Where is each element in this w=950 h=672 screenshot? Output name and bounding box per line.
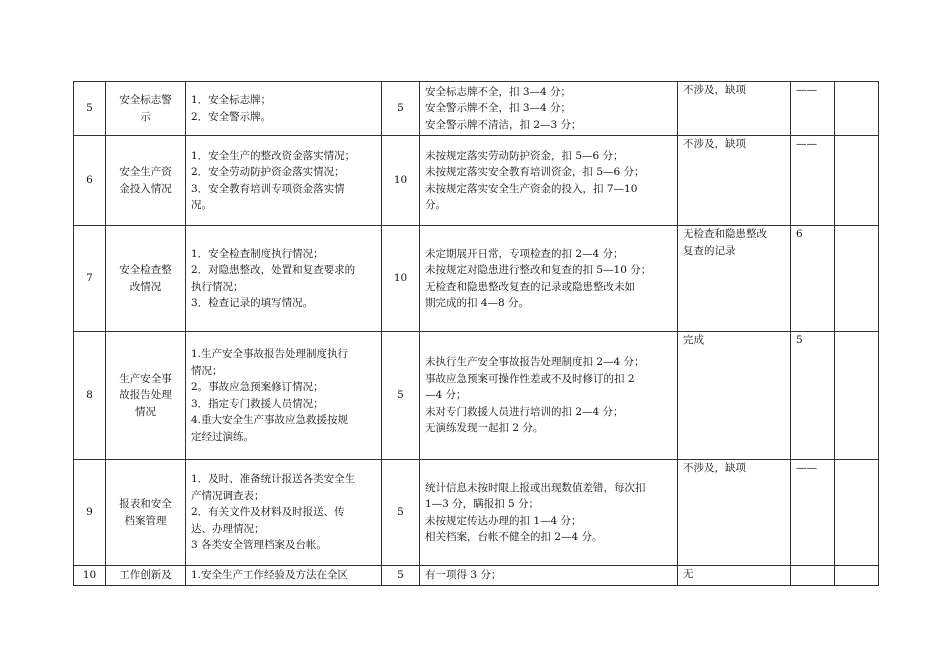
actual-situation-cell xyxy=(678,332,791,460)
assessment-content-cell-line: 3．检查记录的填写情况。 xyxy=(191,297,314,309)
score-obtained-cell: 6 xyxy=(791,226,835,332)
table-row xyxy=(74,332,879,460)
scoring-rules-cell xyxy=(420,332,678,460)
assessment-content-cell-line: 1.安全生产工作经验及方法在全区 xyxy=(191,569,349,582)
scoring-rules-cell-line: 未对专门救援人员进行培训的扣 2—4 分； xyxy=(425,405,624,418)
item-name-cell-line: 安全检查整 xyxy=(119,264,172,276)
row-number-cell: 5 xyxy=(74,82,106,136)
scoring-rules-cell-line: 相关档案，台帐不健全的扣 2—4 分。 xyxy=(425,531,603,543)
item-name-cell-line: 改情况 xyxy=(129,280,162,293)
item-name-cell-line: 报表和安全 xyxy=(119,498,172,510)
assessment-content-cell-line: 达、办理情况； xyxy=(191,522,265,535)
standard-score-cell: 5 xyxy=(382,566,420,586)
item-name-cell xyxy=(106,460,186,566)
assessment-content-cell-line: 1.生产安全事故报告处理制度执行 xyxy=(191,348,349,360)
scoring-rules-cell xyxy=(420,226,678,332)
standard-score-cell: 5 xyxy=(382,332,420,460)
actual-situation-cell-line: 无检查和隐患整改 xyxy=(683,228,767,240)
table-row xyxy=(74,460,879,566)
item-name-cell xyxy=(106,136,186,226)
assessment-content-cell-line: 3．指定专门救援人员情况； xyxy=(191,397,324,410)
table-row xyxy=(74,566,879,586)
item-name-cell-line: 情况 xyxy=(135,405,156,418)
assessment-content-cell-line: 产情况调查表； xyxy=(191,489,265,502)
scoring-rules-cell-line: 分。 xyxy=(425,199,446,211)
item-name-cell xyxy=(106,566,186,586)
item-name-cell xyxy=(106,226,186,332)
assessment-content-cell-line: 2．安全劳动防护资金落实情况； xyxy=(191,166,345,178)
scoring-rules-cell-line: 未按规定落实安全生产资金的投入，扣 7—10 xyxy=(425,182,638,195)
assessment-content-cell-line: 2．安全警示牌。 xyxy=(191,110,272,123)
actual-situation-cell-line: 复查的记录 xyxy=(683,244,736,257)
actual-situation-cell xyxy=(678,460,791,566)
standard-score-cell: 5 xyxy=(382,82,420,136)
scoring-rules-cell-line: 事故应急预案可操作性差或不及时修订的扣 2 xyxy=(425,372,635,385)
item-name-cell-line: 故报告处理 xyxy=(119,389,172,402)
actual-situation-cell xyxy=(678,566,791,586)
assessment-content-cell-line: 2．有关文件及材料及时报送、传 xyxy=(191,506,345,519)
table-row xyxy=(74,82,879,136)
actual-situation-cell xyxy=(678,226,791,332)
remarks-cell xyxy=(835,566,879,586)
evaluation-table xyxy=(73,81,879,586)
row-number-cell: 9 xyxy=(74,460,106,566)
scoring-rules-cell-line: 有一项得 3 分； xyxy=(425,569,502,582)
actual-situation-cell-line: 不涉及，缺项 xyxy=(683,462,746,474)
scoring-rules-cell-line: 未按规定落实劳动防护资金，扣 5—6 分； xyxy=(425,149,624,162)
row-number-cell: 8 xyxy=(74,332,106,460)
assessment-content-cell-line: 3 各类安全管理档案及台帐。 xyxy=(191,539,328,552)
assessment-content-cell xyxy=(186,226,382,332)
score-obtained-cell: —— xyxy=(791,136,835,226)
remarks-cell xyxy=(835,136,879,226)
actual-situation-cell-line: 不涉及，缺项 xyxy=(683,138,746,150)
assessment-content-cell xyxy=(186,332,382,460)
score-obtained-cell: 5 xyxy=(791,332,835,460)
scoring-rules-cell-line: 无演练发现一起扣 2 分。 xyxy=(425,422,544,435)
scoring-rules-cell-line: 安全警示牌不全，扣 3—4 分； xyxy=(425,102,572,115)
scoring-rules-cell-line: 安全警示牌不清洁，扣 2—3 分； xyxy=(425,118,582,131)
assessment-content-cell-line: 1．安全标志牌； xyxy=(191,94,272,106)
item-name-cell-line: 档案管理 xyxy=(124,514,167,527)
standard-score-cell: 10 xyxy=(382,136,420,226)
score-obtained-cell: —— xyxy=(791,460,835,566)
actual-situation-cell-line: 完成 xyxy=(683,334,704,346)
scoring-rules-cell-line: 统计信息未按时限上报或出现数值差错，每次扣 xyxy=(425,481,646,494)
actual-situation-cell-line: 不涉及，缺项 xyxy=(683,84,746,96)
table-row xyxy=(74,136,879,226)
score-obtained-cell xyxy=(791,566,835,586)
actual-situation-cell-line: 无 xyxy=(683,568,694,580)
remarks-cell xyxy=(835,226,879,332)
assessment-content-cell-line: 1．及时、准备统计报送各类安全生 xyxy=(191,473,356,486)
scoring-rules-cell-line: 期完成的扣 4—8 分。 xyxy=(425,297,530,309)
remarks-cell xyxy=(835,332,879,460)
item-name-cell-line: 安全生产资 xyxy=(119,166,172,178)
assessment-content-cell-line: 况。 xyxy=(191,199,212,211)
standard-score-cell: 5 xyxy=(382,460,420,566)
remarks-cell xyxy=(835,82,879,136)
row-number-cell: 7 xyxy=(74,226,106,332)
assessment-content-cell xyxy=(186,566,382,586)
item-name-cell-line: 生产安全事 xyxy=(119,372,172,385)
remarks-cell xyxy=(835,460,879,566)
scoring-rules-cell xyxy=(420,82,678,136)
standard-score-cell: 10 xyxy=(382,226,420,332)
item-name-cell xyxy=(106,82,186,136)
scoring-rules-cell-line: 安全标志牌不全，扣 3—4 分； xyxy=(425,85,572,98)
scoring-rules-cell xyxy=(420,460,678,566)
assessment-content-cell xyxy=(186,82,382,136)
scoring-rules-cell-line: 未按规定落实安全教育培训资金，扣 5—6 分； xyxy=(425,166,645,178)
item-name-cell xyxy=(106,332,186,460)
actual-situation-cell xyxy=(678,136,791,226)
scoring-rules-cell-line: 未执行生产安全事故报告处理制度扣 2—4 分； xyxy=(425,356,645,369)
table-row xyxy=(74,226,879,332)
scoring-rules-cell-line: 未定期展开日常，专项检查的扣 2—4 分； xyxy=(425,247,624,260)
row-number-cell: 6 xyxy=(74,136,106,226)
scoring-rules-cell-line: 1—3 分，瞒报扣 5 分； xyxy=(425,498,540,510)
assessment-content-cell-line: 定经过演练。 xyxy=(191,430,254,443)
scoring-rules-cell-line: 未按规定传达办理的扣 1—4 分； xyxy=(425,514,582,527)
assessment-content-cell-line: 4.重大安全生产事故应急救援按规 xyxy=(191,414,349,426)
assessment-content-cell xyxy=(186,136,382,226)
assessment-content-cell-line: 1．安全检查制度执行情况； xyxy=(191,247,324,260)
scoring-rules-cell-line: —4 分； xyxy=(425,389,467,402)
item-name-cell-line: 工作创新及 xyxy=(119,569,172,582)
row-number-cell: 10 xyxy=(74,566,106,586)
item-name-cell-line: 金投入情况 xyxy=(119,182,172,195)
actual-situation-cell xyxy=(678,82,791,136)
assessment-content-cell-line: 2。事故应急预案修订情况； xyxy=(191,381,324,393)
scoring-rules-cell-line: 无检查和隐患整改复查的记录或隐患整改未如 xyxy=(425,280,635,293)
assessment-content-cell-line: 情况； xyxy=(191,364,223,377)
assessment-content-cell-line: 2．对隐患整改，处置和复查要求的 xyxy=(191,264,356,276)
scoring-rules-cell xyxy=(420,566,678,586)
item-name-cell-line: 安全标志警 xyxy=(119,94,172,106)
score-obtained-cell: —— xyxy=(791,82,835,136)
scoring-rules-cell-line: 未按规定对隐患进行整改和复查的扣 5—10 分； xyxy=(425,264,652,276)
assessment-content-cell-line: 1．安全生产的整改资金落实情况； xyxy=(191,149,356,162)
assessment-content-cell xyxy=(186,460,382,566)
scoring-rules-cell xyxy=(420,136,678,226)
assessment-content-cell-line: 执行情况； xyxy=(191,280,244,293)
table-body xyxy=(74,82,879,586)
item-name-cell-line: 示 xyxy=(140,110,151,123)
assessment-content-cell-line: 3．安全教育培训专项资金落实情 xyxy=(191,182,345,195)
